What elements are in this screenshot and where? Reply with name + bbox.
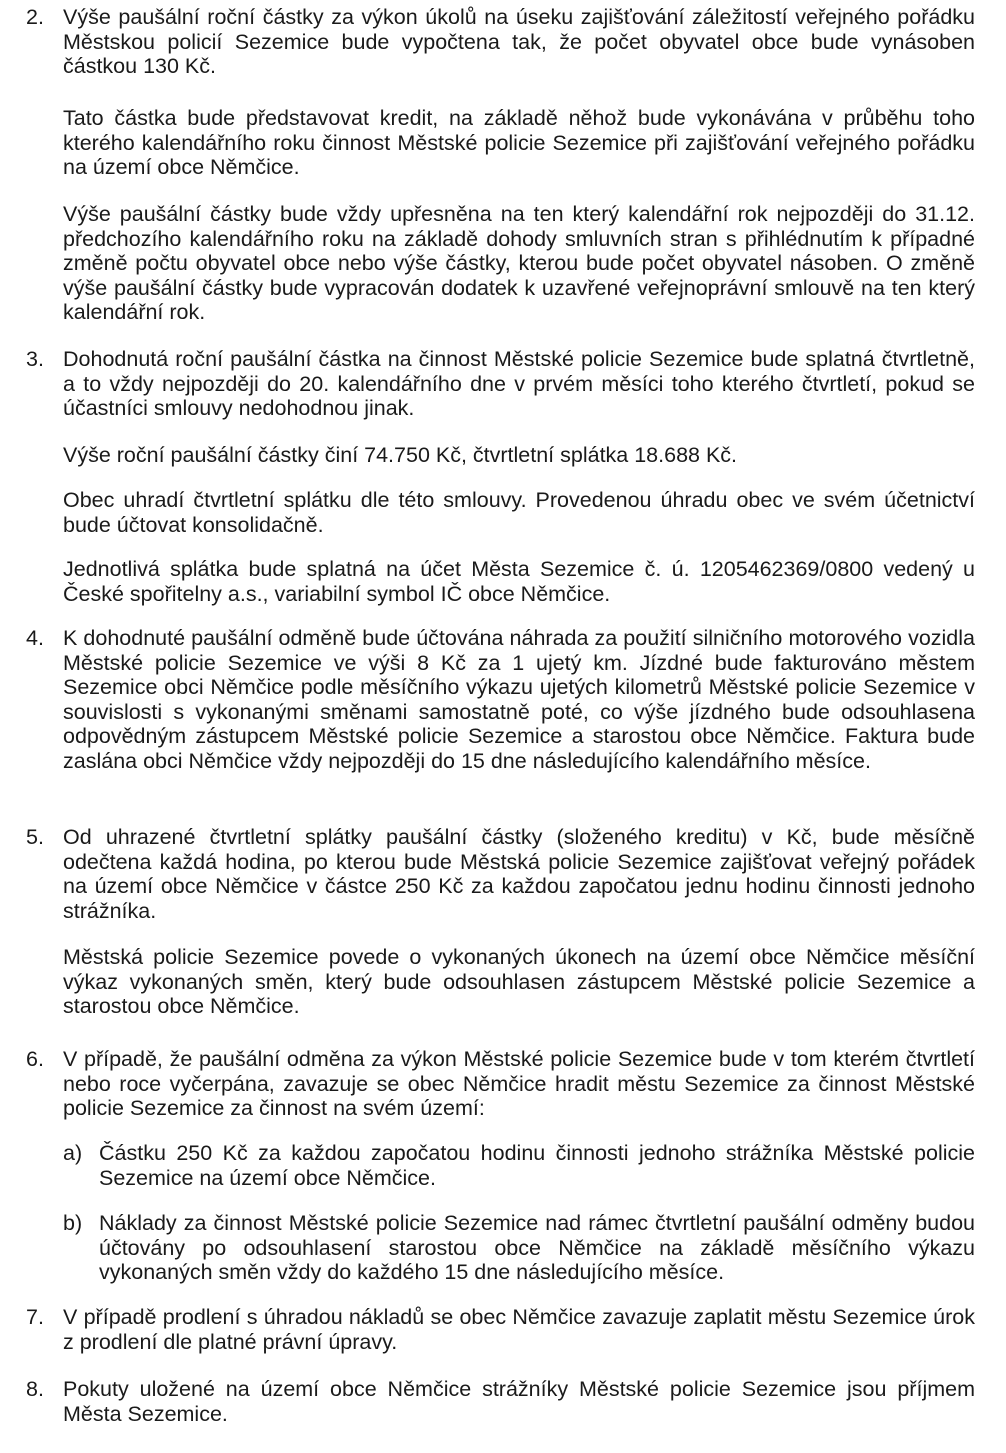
clause-number: 5. — [26, 825, 44, 849]
clause-number: 3. — [26, 347, 44, 371]
subitem-text: Náklady za činnost Městské policie Sezemice nad rámec čtvrtletní paušální odměny budou účtovány po odsouhlasení starostou obce Němčice na základě měsíčního výkazu vykonaných směn vždy do každého 15 dne následujícího měsíce. — [99, 1211, 975, 1285]
clause-number: 2. — [26, 5, 44, 29]
clause-paragraph: V případě prodlení s úhradou nákladů se obec Němčice zavazuje zaplatit městu Sezemice úrok z prodlení dle platné právní úpravy. — [63, 1305, 975, 1354]
clause-number: 8. — [26, 1377, 44, 1401]
clause-paragraph: K dohodnuté paušální odměně bude účtována náhrada za použití silničního motorového vozidla Městské policie Sezemice ve výši 8 Kč za 1 ujetý km. Jízdné bude fakturováno městem Sezemice obci Němčice podle měsíčního výkazu ujetých kilometrů Městské policie Sezemice v souvislosti s vykonanými směnami samostatně poté, co výše jízdného bude odsouhlasena odpovědným zástupcem Městské policie Sezemice a starostou obce Němčice. Faktura bude zaslána obci Němčice vždy nejpozději do 15 dne následujícího kalendářního měsíce. — [63, 626, 975, 773]
clause-paragraph: Tato částka bude představovat kredit, na základě něhož bude vykonávána v průběhu toho kterého kalendářního roku činnost Městské policie Sezemice při zajišťování veřejného pořádku na území obce Němčice. — [63, 106, 975, 180]
clause-paragraph: Výše paušální částky bude vždy upřesněna na ten který kalendářní rok nejpozději do 31.12. předchozího kalendářního roku na základě dohody smluvních stran s přihlédnutím k případné změně počtu obyvatel obce nebo výše částky, kterou bude počet obyvatel násoben. O změně výše paušální částky bude vypracován dodatek k uzavřené veřejnoprávní smlouvě na ten který kalendářní rok. — [63, 202, 975, 325]
clause-number: 7. — [26, 1305, 44, 1329]
clause-number: 4. — [26, 626, 44, 650]
clause-paragraph: Výše roční paušální částky činí 74.750 Kč, čtvrtletní splátka 18.688 Kč. — [63, 443, 738, 467]
subitem-label: b) — [63, 1211, 83, 1235]
clause-paragraph: Jednotlivá splátka bude splatná na účet Města Sezemice č. ú. 1205462369/0800 vedený u České spořitelny a.s., variabilní symbol IČ obce Němčice. — [63, 557, 975, 606]
clause-paragraph: Městská policie Sezemice povede o vykonaných úkonech na území obce Němčice měsíční výkaz vykonaných směn, který bude odsouhlasen zástupcem Městské policie Sezemice a starostou obce Němčice. — [63, 945, 975, 1019]
clause-paragraph: V případě, že paušální odměna za výkon Městské policie Sezemice bude v tom kterém čtvrtletí nebo roce vyčerpána, zavazuje se obec Němčice hradit městu Sezemice za činnost Městské policie Sezemice za činnost na svém území: — [63, 1047, 975, 1121]
clause-paragraph: Dohodnutá roční paušální částka na činnost Městské policie Sezemice bude splatná čtvrtletně, a to vždy nejpozději do 20. kalendářního dne v prvém měsíci toho kterého čtvrtletí, pokud se účastníci smlouvy nedohodnou jinak. — [63, 347, 975, 421]
clause-paragraph: Výše paušální roční částky za výkon úkolů na úseku zajišťování záležitostí veřejného pořádku Městskou policií Sezemice bude vypočtena tak, že počet obyvatel obce bude vynásoben částkou 130 Kč. — [63, 5, 975, 79]
clause-paragraph: Od uhrazené čtvrtletní splátky paušální částky (složeného kreditu) v Kč, bude měsíčně odečtena každá hodina, po kterou bude Městská policie Sezemice zajišťovat veřejný pořádek na území obce Němčice v částce 250 Kč za každou započatou jednu hodinu činnosti jednoho strážníka. — [63, 825, 975, 923]
clause-paragraph: Pokuty uložené na území obce Němčice strážníky Městské policie Sezemice jsou příjmem Města Sezemice. — [63, 1377, 975, 1426]
clause-paragraph: Obec uhradí čtvrtletní splátku dle této smlouvy. Provedenou úhradu obec ve svém účetnictví bude účtovat konsolidačně. — [63, 488, 975, 537]
subitem-text: Částku 250 Kč za každou započatou hodinu činnosti jednoho strážníka Městské policie Sezemice na území obce Němčice. — [99, 1141, 975, 1190]
clause-number: 6. — [26, 1047, 44, 1071]
subitem-label: a) — [63, 1141, 83, 1165]
